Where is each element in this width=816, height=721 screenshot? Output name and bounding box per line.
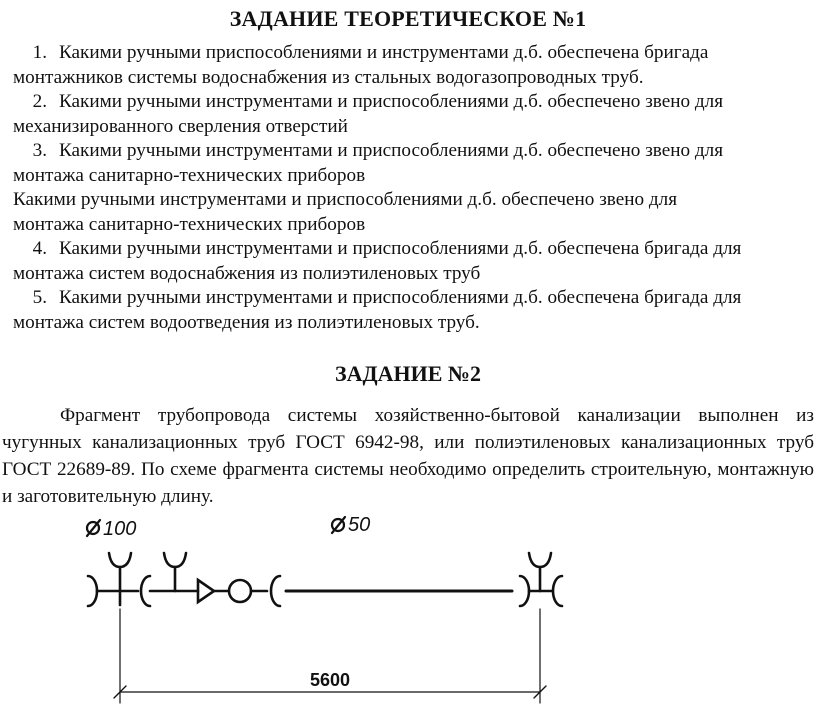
task2-description: Фрагмент трубопровода системы хозяйственно-бытовой канализации выполнен из чугунных канализационных труб ГОСТ 6942-98, или полиэтиленовых канализационных труб ГОСТ 22689-89. По схеме фрагмента системы необходимо определить строительную, монтажную и заготовительную длину.: [2, 405, 814, 507]
right-tee-fitting: [520, 553, 562, 606]
diameter-left-symbol: [87, 520, 100, 536]
left-tee-fitting: [88, 553, 150, 606]
task-item-3: 3. Какими ручными инструментами и приспособлениями д.б. обеспечено звено для монтажа санитарно-технических приборов: [13, 140, 724, 186]
task2-title: ЗАДАНИЕ №2: [334, 361, 482, 386]
task1-title: ЗАДАНИЕ ТЕОРЕТИЧЕСКОЕ №1: [229, 6, 587, 31]
task-item-1: 1. Какими ручными приспособлениями и инструментами д.б. обеспечена бригада монтажников системы водоснабжения из стальных водогазопроводных труб.: [13, 42, 709, 88]
task-item-4: 4. Какими ручными инструментами и приспособлениями д.б. обеспечена бригада для монтажа систем водоснабжения из полиэтиленовых труб: [13, 238, 742, 284]
diameter-right-label: 50: [348, 514, 371, 536]
pipeline-scheme: [0, 505, 816, 721]
task-item-3-repeat: Какими ручными инструментами и приспособлениями д.б. обеспечено звено для монтажа санитарно-технических приборов: [13, 189, 678, 235]
task-item-2: 2. Какими ручными инструментами и приспособлениями д.б. обеспечено звено для механизированного сверления отверстий: [13, 91, 724, 137]
diameter-right-symbol: [332, 517, 345, 533]
reducer-symbol: [198, 580, 214, 602]
diameter-left-label: 100: [103, 518, 137, 540]
task1-question-list: [13, 41, 803, 335]
task-item-5: 5. Какими ручными инструментами и приспособлениями д.б. обеспечена бригада для монтажа систем водоотведения из полиэтиленовых труб.: [13, 287, 742, 333]
second-tee-fitting: [150, 553, 198, 591]
cleanout-symbol: [229, 580, 251, 602]
length-dimension-label: 5600: [309, 670, 351, 690]
